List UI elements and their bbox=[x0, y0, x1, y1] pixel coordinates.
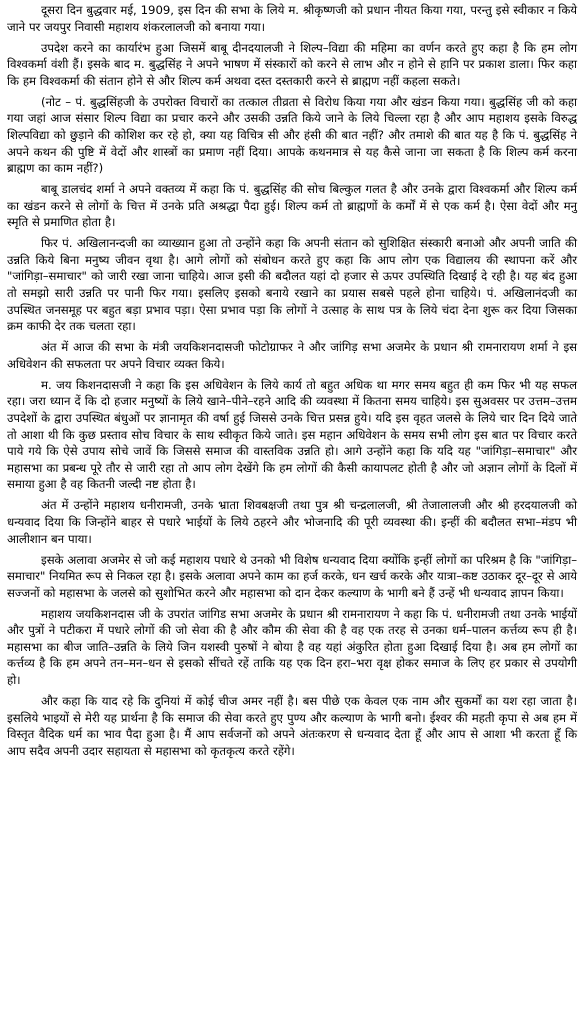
paragraph-5: फिर पं. अखिलानन्दजी का व्याख्यान हुआ तो उन्होंने कहा कि अपनी संतान को सुशिक्षित संस्कारी बनाओ और अपनी जाति की उन्नति किये बिना मनुष्य जीवन वृथा है। आगे लोगों को संबोधन करते हुए कहा कि आप लोग एक विद्यालय की स्थापना करें और "जांगिड़ा–समाचार" को जारी रखा जाना चाहिये। आज इसी की बदौलत यहां दो हजार से ऊपर उपस्थिति दिखाई दे रही है। यह बंद हुआ तो समझो सारी उन्नति पर पानी फिर गया। इसलिए इसको बनाये रखाने का प्रयास सबसे पहले होना चाहिये। पं. अखिलानंदजी का उपस्थित जनसमूह पर बहुत बड़ा प्रभाव पड़ा। ऐसा प्रभाव पड़ा कि लोगों ने उत्साह के साथ पत्र के लिये चंदा देना शुरू कर दिया जिसका क्रम काफी देर तक चलता रहा। bbox=[7, 236, 577, 334]
paragraph-10: महाशय जयकिशनदास जी के उपरांत जांगिड सभा अजमेर के प्रधान श्री रामनारायण ने कहा कि पं. धनीरामजी तथा उनके भाईयों और पुत्रों ने पटीकरा में पधारे लोगों की जो सेवा की है और कौम की सेवा की है वह एक तरह से उनका धर्म–पालन कर्त्तव्य रूप ही है। महासभा का बीज जाति–उन्नति के लिये जिन यशस्वी पुरुषों ने बोया है वह यहां अंकुरित होता हुआ दिखाई दिया है। अब हम लोगों का कर्त्तव्य है कि हम अपने तन–मन–धन से इसको सींचते रहें ताकि यह एक दिन हरा–भरा वृक्ष होकर समाज के लिए हर प्रकार से उपयोगी हो। bbox=[7, 606, 577, 688]
paragraph-9: इसके अलावा अजमेर से जो कई महाशय पधारे थे उनको भी विशेष धन्यवाद दिया क्योंकि इन्हीं लोगों का परिश्रम है कि "जांगिड़ा–समाचार" नियमित रूप से निकल रहा है। इसके अलावा अपने काम का हर्ज करके, धन खर्च करके और यात्रा–कष्ट उठाकर दूर–दूर से आये सज्जनों को महासभा के जलसे को सुशोभित करने और महासभा को दान देकर कल्याण के भागी बने हैं उन्हें भी धन्यवाद ज्ञापन किया। bbox=[7, 552, 577, 600]
paragraph-3: (नोट – पं. बुद्धसिंहजी के उपरोक्त विचारों का तत्काल तीव्रता से विरोध किया गया और खंडन किया गया। बुद्धसिंह जी को कहा गया जहां आज संसार शिल्प विद्या का प्रचार करने और उसकी उन्नति किये जाने के लिये चिल्ला रहा है और आप महाशय इसके विरुद्ध शिल्पविद्या को छुड़ाने की कोशिश कर रहे हो, क्या यह विचित्र सी और हंसी की बात नहीं? और तमाशे की बात यह है कि पं. बुद्धसिंह ने अपने कथन की पुष्टि में वेदों और शास्त्रों का प्रमाण नहीं दिया। आपके कथनमात्र से यह कैसे जाना जा सकता है कि शिल्प कर्म करना ब्राह्मण का काम नहीं?) bbox=[7, 94, 577, 176]
paragraph-11: और कहा कि याद रहे कि दुनियां में कोई चीज अमर नहीं है। बस पीछे एक केवल एक नाम और सुकर्मों का यश रहा जाता है। इसलिये भाइयों से मेरी यह प्रार्थना है कि समाज की सेवा करते हुए पुण्य और कल्याण के भागी बनो। ईश्वर की महती कृपा से अब हम में विस्तृत वैदिक धर्म का भाव पैदा हुआ है। मैं आप सर्वजनों को अपने अंतःकरण से धन्यवाद देता हूँ और आप से आशा भी करता हूँ कि आप सदैव अपनी उदार सहायता से महासभा को कृतकृत्य करते रहेंगे। bbox=[7, 694, 577, 758]
paragraph-6: अंत में आज की सभा के मंत्री जयकिशनदासजी फोटोग्राफर ने और जांगिड़ सभा अजमेर के प्रधान श्री रामनारायण शर्मा ने इस अधिवेशन की सफलता पर अपने विचार व्यक्त किये। bbox=[7, 340, 577, 371]
paragraph-8: अंत में उन्होंने महाशय धनीरामजी, उनके भ्राता शिवबक्षजी तथा पुत्र श्री चन्द्रलालजी, श्री तेजालालजी और श्री हरदयालजी को धन्यवाद दिया कि जिन्होंने बाहर से पधारे भाईयों के लिये ठहरने और भोजनादि की पूरी व्यवस्था की। इन्हीं की बदौलत सभा–मंडप भी आलीशान बन पाया। bbox=[7, 498, 577, 546]
paragraph-4: बाबू डालचंद शर्मा ने अपने वक्तव्य में कहा कि पं. बुद्धसिंह की सोच बिल्कुल गलत है और उनके द्वारा विश्वकर्मा और शिल्प कर्म का खंडन करने से लोगों के चित्त में उनके प्रति अश्रद्धा पैदा हुई। शिल्प कर्म तो ब्राह्मणों के कर्मों में से एक कर्म है। ऐसा वेदों और मनु स्मृति से प्रमाणित होता है। bbox=[7, 182, 577, 230]
paragraph-1: दूसरा दिन बुद्धवार मई, 1909, इस दिन की सभा के लिये म. श्रीकृष्णजी को प्रधान नीयत किया गया, परन्तु इसे स्वीकार न किये जाने पर जयपुर निवासी महाशय शंकरलालजी को बनाया गया। bbox=[7, 3, 577, 34]
paragraph-2: उपदेश करने का कार्यारंभ हुआ जिसमें बाबू दीनदयालजी ने शिल्प–विद्या की महिमा का वर्णन करते हुए कहा है कि हम लोग विश्वकर्मा वंशी हैं। इसके बाद म. बुद्धसिंह ने अपने भाषण में संस्कारों को करने से लाभ और न होने से हानि पर प्रकाश डाला। फिर कहा कि हम विश्वकर्मा की संतान होने से और शिल्प कर्म अथवा दस्त दस्तकारी करने से ब्राह्मण नहीं कहला सकते। bbox=[7, 40, 577, 88]
paragraph-7: म. जय किशनदासजी ने कहा कि इस अधिवेशन के लिये कार्य तो बहुत अधिक था मगर समय बहुत ही कम फिर भी यह सफल रहा। जरा ध्यान दें कि दो हजार मनुष्यों के लिये खाने–पीने–रहने आदि की व्यवस्था में कितना समय चाहिये। इस सुअवसर पर उत्तम–उत्तम उपदेशों के द्वारा उपस्थित बंधुओं पर ज्ञानामृत की वर्षा हुई जिससे उनके चित्त प्रसन्न हुये। यदि इस वृहत जलसे के लिये चार दिन दिये जाते तो आशा थी कि कुछ प्रस्ताव सोच विचार के साथ स्वीकृत किये जाते। इस महान अधिवेशन के समय सभी लोग इस बात पर विचार करते पाये गये कि ऐसे उपाय सोचे जावें कि जिससे समाज की वास्तविक उन्नति हो। आगे उन्होंने कहा कि यदि यह "जांगिड़ा–समाचार" और महासभा का प्रबन्ध पूरे तौर से जारी रहा तो आप लोग देखेंगे कि हम लोगों की कैसी कायापलट होती है और जो अज्ञान लोगों के दिलों में समाया हुआ है वह कितनी जल्दी नष्ट होता है। bbox=[7, 377, 577, 492]
